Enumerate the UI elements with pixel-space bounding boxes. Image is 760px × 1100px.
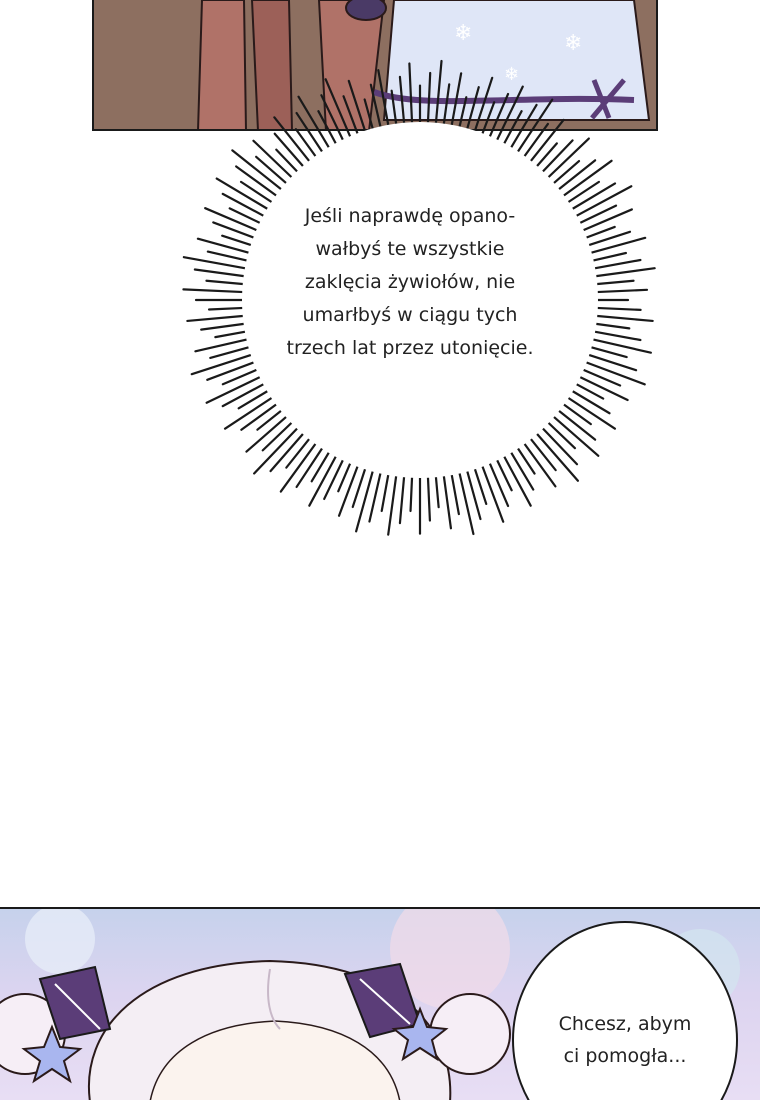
speech-line-1: Chcesz, abym bbox=[558, 1013, 692, 1035]
svg-text:❄: ❄ bbox=[454, 21, 473, 46]
svg-text:❄: ❄ bbox=[504, 64, 520, 85]
burst-line-4: umarłbyś w ciągu tych bbox=[302, 304, 518, 326]
burst-line-2: wałbyś te wszystkie bbox=[315, 238, 505, 260]
speech-bubble-text bbox=[525, 1008, 725, 1072]
burst-line-1: Jeśli naprawdę opano- bbox=[304, 205, 516, 227]
burst-line-3: zaklęcia żywiołów, nie bbox=[304, 271, 516, 293]
burst-line-5: trzech lat przez utonięcie. bbox=[286, 337, 534, 359]
svg-text:❄: ❄ bbox=[564, 31, 583, 56]
speech-line-2: ci pomogła... bbox=[563, 1045, 687, 1067]
